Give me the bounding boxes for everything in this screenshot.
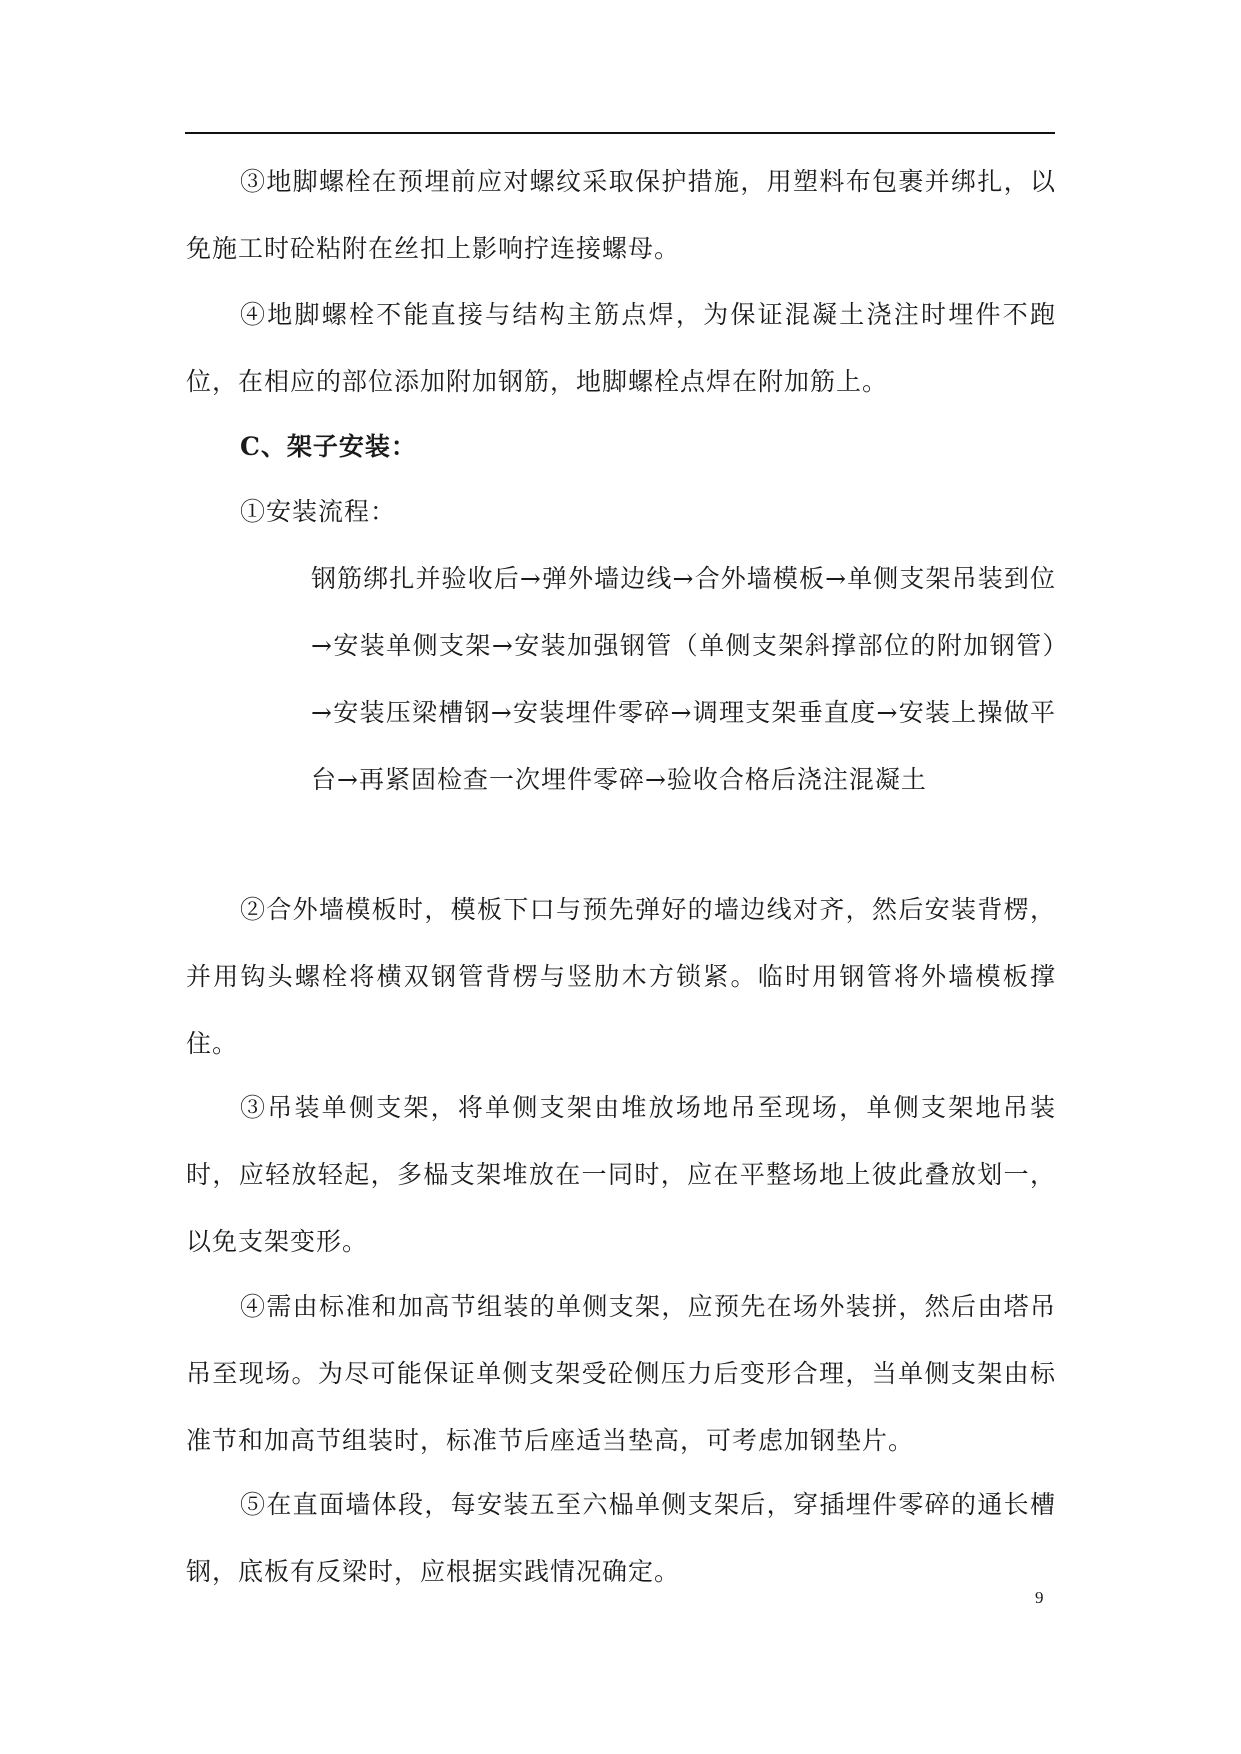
page-number: 9 (1035, 1588, 1044, 1607)
paragraph-support-assembly: ④需由标准和加高节组装的单侧支架，应预先在场外装拼，然后由塔吊吊至现场。为尽可能保证单侧支架受砼侧压力后变形合理，当单侧支架由标准节和加高节组装时，标准节后座适当垫高，可考虑加钢垫片。 (186, 1292, 1056, 1455)
paragraph-anchor-bolt-welding: ④地脚螺栓不能直接与结构主筋点焊，为保证混凝土浇注时埋件不跑位，在相应的部位添加附加钢筋，地脚螺栓点焊在附加筋上。 (186, 300, 1056, 396)
install-flow-text: 钢筋绑扎并验收后→弹外墙边线→合外墙模板→单侧支架吊装到位→安装单侧支架→安装加强钢管（单侧支架斜撑部位的附加钢管）→安装压梁槽钢→安装埋件零碎→调理支架垂直度→安装上操做平台→再紧固检查一次埋件零碎→验收合格后浇注混凝土 (311, 564, 1056, 794)
paragraph-anchor-bolt-protection: ③地脚螺栓在预埋前应对螺纹采取保护措施，用塑料布包裹并绑扎，以免施工时砼粘附在丝扣上影响拧连接螺母。 (186, 167, 1056, 263)
section-heading: C、架子安装： (240, 432, 417, 461)
paragraph-formwork-closing: ②合外墙模板时，模板下口与预先弹好的墙边线对齐，然后安装背楞，并用钩头螺栓将横双钢管背楞与竖肋木方锁紧。临时用钢管将外墙模板撑住。 (186, 895, 1056, 1058)
paragraph-support-hoisting: ③吊装单侧支架，将单侧支架由堆放场地吊至现场，单侧支架地吊装时，应轻放轻起，多榀支架堆放在一同时，应在平整场地上彼此叠放划一，以免支架变形。 (186, 1093, 1056, 1256)
header-rule (185, 132, 1055, 134)
install-process-title: ①安装流程： (240, 497, 397, 526)
paragraph-channel-steel: ⑤在直面墙体段，每安装五至六榀单侧支架后，穿插埋件零碎的通长槽钢，底板有反梁时，应根据实践情况确定。 (186, 1490, 1056, 1586)
